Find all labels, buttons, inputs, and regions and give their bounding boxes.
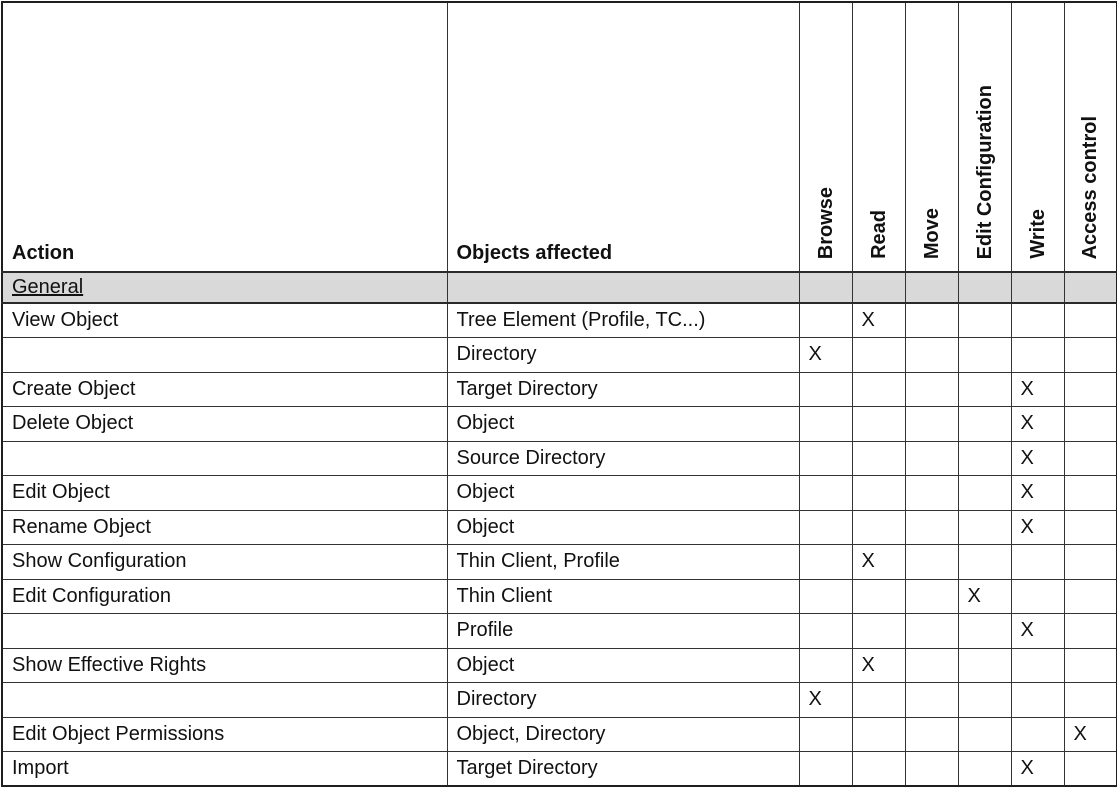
action-cell: Edit Object bbox=[2, 476, 447, 511]
permission-mark-cell bbox=[958, 648, 1011, 683]
permission-mark-cell: X bbox=[1011, 752, 1064, 787]
permission-mark-cell bbox=[958, 407, 1011, 442]
permission-mark-cell bbox=[905, 303, 958, 338]
section-cell-empty bbox=[958, 272, 1011, 303]
objects-affected-cell: Object bbox=[447, 476, 799, 511]
section-label: General bbox=[12, 276, 84, 298]
permission-mark-cell bbox=[1064, 372, 1117, 407]
table-row bbox=[2, 372, 1117, 407]
permission-mark-cell bbox=[852, 683, 905, 718]
permission-mark-cell: X bbox=[1011, 407, 1064, 442]
action-cell: Show Configuration bbox=[2, 545, 447, 580]
permission-mark-cell bbox=[799, 303, 852, 338]
permission-mark-cell bbox=[799, 510, 852, 545]
section-cell-empty bbox=[1064, 272, 1117, 303]
permission-mark-cell bbox=[799, 648, 852, 683]
section-cell bbox=[2, 272, 447, 303]
permission-mark-cell bbox=[1064, 510, 1117, 545]
table-row bbox=[2, 338, 1117, 373]
action-cell: Edit Configuration bbox=[2, 579, 447, 614]
objects-affected-column-header: Objects affected bbox=[447, 2, 799, 272]
objects-affected-cell: Directory bbox=[447, 683, 799, 718]
objects-affected-cell: Thin Client bbox=[447, 579, 799, 614]
permission-mark-cell bbox=[852, 614, 905, 649]
permission-mark-cell bbox=[905, 372, 958, 407]
action-cell bbox=[2, 441, 447, 476]
table-row bbox=[2, 510, 1117, 545]
permission-mark-cell bbox=[799, 717, 852, 752]
permission-mark-cell bbox=[958, 614, 1011, 649]
write-column-header bbox=[1011, 2, 1064, 272]
permission-mark-cell bbox=[799, 752, 852, 787]
access-control-column-label: Access control bbox=[1079, 115, 1102, 259]
permission-mark-cell bbox=[799, 372, 852, 407]
permission-mark-cell bbox=[1011, 683, 1064, 718]
permission-mark-cell bbox=[1064, 614, 1117, 649]
permission-mark-cell bbox=[1011, 717, 1064, 752]
permission-mark-cell bbox=[905, 476, 958, 511]
permissions-table bbox=[1, 1, 1117, 787]
permission-mark-cell bbox=[1011, 303, 1064, 338]
permission-mark-cell: X bbox=[799, 683, 852, 718]
objects-affected-cell: Object bbox=[447, 407, 799, 442]
write-column-label: Write bbox=[1026, 209, 1049, 259]
objects-affected-cell: Profile bbox=[447, 614, 799, 649]
objects-affected-cell: Target Directory bbox=[447, 372, 799, 407]
action-cell: Show Effective Rights bbox=[2, 648, 447, 683]
section-row-general bbox=[2, 272, 1117, 303]
permission-mark-cell: X bbox=[1011, 510, 1064, 545]
permission-mark-cell bbox=[905, 752, 958, 787]
permission-mark-cell bbox=[958, 717, 1011, 752]
permission-mark-cell bbox=[852, 338, 905, 373]
permission-mark-cell bbox=[1011, 648, 1064, 683]
permission-mark-cell bbox=[1064, 338, 1117, 373]
permission-mark-cell bbox=[905, 648, 958, 683]
permission-mark-cell bbox=[1064, 441, 1117, 476]
move-column-label: Move bbox=[920, 207, 943, 259]
action-column-header: Action bbox=[2, 2, 447, 272]
permission-mark-cell bbox=[799, 614, 852, 649]
permission-mark-cell bbox=[799, 579, 852, 614]
browse-column-header bbox=[799, 2, 852, 272]
permission-mark-cell bbox=[799, 407, 852, 442]
permission-mark-cell bbox=[1064, 752, 1117, 787]
objects-affected-cell: Tree Element (Profile, TC...) bbox=[447, 303, 799, 338]
permission-mark-cell bbox=[852, 510, 905, 545]
section-cell-empty bbox=[799, 272, 852, 303]
permission-mark-cell bbox=[905, 683, 958, 718]
objects-affected-cell: Object bbox=[447, 648, 799, 683]
move-column-header bbox=[905, 2, 958, 272]
permission-mark-cell bbox=[958, 510, 1011, 545]
permission-mark-cell: X bbox=[958, 579, 1011, 614]
access-control-column-header bbox=[1064, 2, 1117, 272]
permission-mark-cell bbox=[1011, 338, 1064, 373]
objects-affected-cell: Source Directory bbox=[447, 441, 799, 476]
permission-mark-cell bbox=[905, 579, 958, 614]
permission-mark-cell bbox=[1064, 303, 1117, 338]
permission-mark-cell bbox=[958, 338, 1011, 373]
table-row bbox=[2, 407, 1117, 442]
edit-configuration-column-label: Edit Configuration bbox=[973, 84, 996, 259]
table-row bbox=[2, 441, 1117, 476]
table-row bbox=[2, 752, 1117, 787]
table-row bbox=[2, 683, 1117, 718]
read-column-label: Read bbox=[867, 210, 890, 259]
permission-mark-cell bbox=[905, 717, 958, 752]
section-cell-empty bbox=[447, 272, 799, 303]
permission-mark-cell: X bbox=[1011, 441, 1064, 476]
permission-mark-cell bbox=[852, 717, 905, 752]
permission-mark-cell bbox=[852, 441, 905, 476]
section-cell-empty bbox=[905, 272, 958, 303]
permission-mark-cell: X bbox=[1064, 717, 1117, 752]
permission-mark-cell: X bbox=[1011, 614, 1064, 649]
permission-mark-cell: X bbox=[852, 303, 905, 338]
action-cell: Rename Object bbox=[2, 510, 447, 545]
table-row bbox=[2, 303, 1117, 338]
permission-mark-cell bbox=[852, 752, 905, 787]
action-cell: Import bbox=[2, 752, 447, 787]
table-row bbox=[2, 717, 1117, 752]
permission-mark-cell bbox=[1064, 579, 1117, 614]
action-cell: Edit Object Permissions bbox=[2, 717, 447, 752]
permission-mark-cell bbox=[852, 372, 905, 407]
permission-mark-cell bbox=[1011, 545, 1064, 580]
action-cell: Create Object bbox=[2, 372, 447, 407]
permission-mark-cell bbox=[958, 545, 1011, 580]
permission-mark-cell bbox=[905, 338, 958, 373]
browse-column-label: Browse bbox=[814, 186, 837, 259]
permission-mark-cell: X bbox=[1011, 372, 1064, 407]
permission-mark-cell bbox=[905, 545, 958, 580]
permission-mark-cell bbox=[1011, 579, 1064, 614]
table-row bbox=[2, 579, 1117, 614]
permission-mark-cell bbox=[958, 683, 1011, 718]
permission-mark-cell bbox=[958, 372, 1011, 407]
permission-mark-cell bbox=[958, 752, 1011, 787]
section-cell-empty bbox=[852, 272, 905, 303]
table-row bbox=[2, 545, 1117, 580]
permission-mark-cell bbox=[958, 476, 1011, 511]
permission-mark-cell bbox=[958, 303, 1011, 338]
table-row bbox=[2, 648, 1117, 683]
table-row bbox=[2, 614, 1117, 649]
permission-mark-cell: X bbox=[1011, 476, 1064, 511]
action-cell: Delete Object bbox=[2, 407, 447, 442]
table-header-row bbox=[2, 2, 1117, 272]
permission-mark-cell bbox=[1064, 407, 1117, 442]
permission-mark-cell: X bbox=[852, 648, 905, 683]
permission-mark-cell bbox=[852, 579, 905, 614]
action-cell: View Object bbox=[2, 303, 447, 338]
section-cell-empty bbox=[1011, 272, 1064, 303]
permission-mark-cell bbox=[799, 441, 852, 476]
permission-mark-cell bbox=[1064, 683, 1117, 718]
edit-configuration-column-header bbox=[958, 2, 1011, 272]
permission-mark-cell bbox=[905, 407, 958, 442]
permission-mark-cell: X bbox=[852, 545, 905, 580]
table-row bbox=[2, 476, 1117, 511]
action-cell bbox=[2, 683, 447, 718]
permission-mark-cell bbox=[905, 510, 958, 545]
permission-mark-cell bbox=[905, 614, 958, 649]
permission-mark-cell bbox=[1064, 648, 1117, 683]
objects-affected-cell: Object bbox=[447, 510, 799, 545]
objects-affected-cell: Directory bbox=[447, 338, 799, 373]
permission-mark-cell bbox=[799, 476, 852, 511]
action-cell bbox=[2, 614, 447, 649]
read-column-header bbox=[852, 2, 905, 272]
objects-affected-cell: Object, Directory bbox=[447, 717, 799, 752]
permission-mark-cell bbox=[958, 441, 1011, 476]
permission-mark-cell bbox=[852, 407, 905, 442]
permission-mark-cell: X bbox=[799, 338, 852, 373]
permission-mark-cell bbox=[1064, 545, 1117, 580]
permission-mark-cell bbox=[905, 441, 958, 476]
permission-mark-cell bbox=[799, 545, 852, 580]
objects-affected-cell: Target Directory bbox=[447, 752, 799, 787]
permission-mark-cell bbox=[852, 476, 905, 511]
permission-mark-cell bbox=[1064, 476, 1117, 511]
action-cell bbox=[2, 338, 447, 373]
objects-affected-cell: Thin Client, Profile bbox=[447, 545, 799, 580]
